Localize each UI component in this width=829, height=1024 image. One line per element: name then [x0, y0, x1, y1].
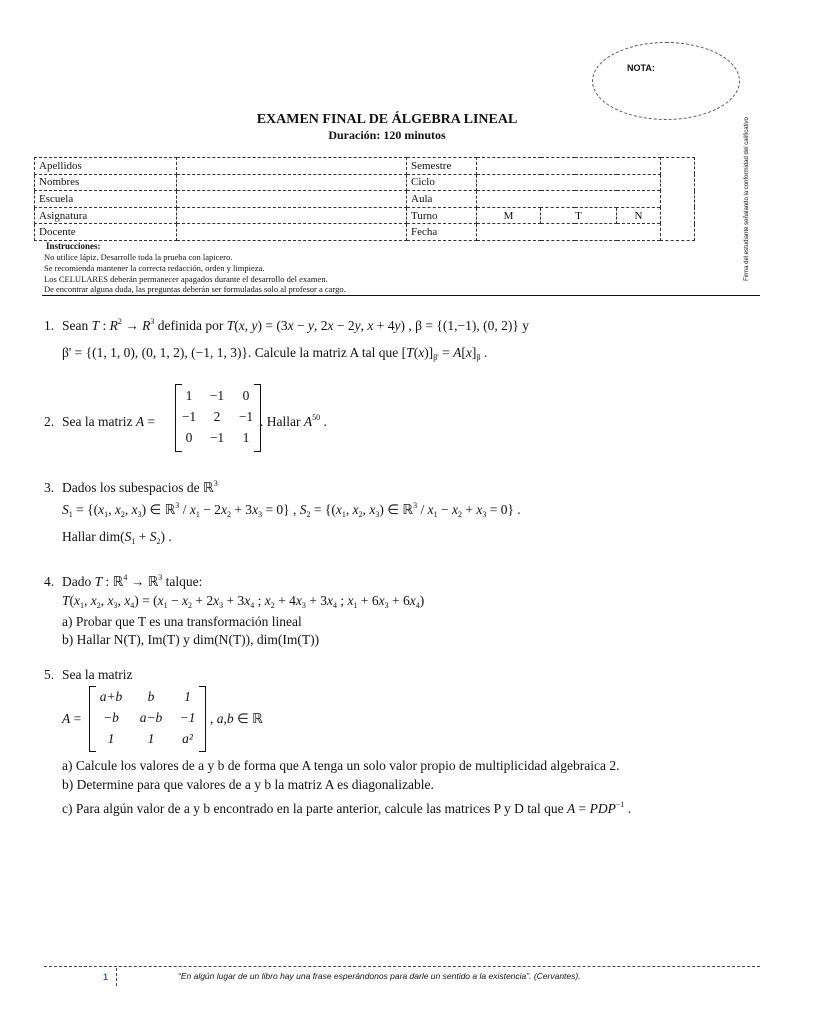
instruction-line: Los CELULARES deberán permanecer apagados durante el desarrollo del examen. — [44, 274, 328, 284]
aula-field[interactable] — [477, 191, 661, 208]
footer-separator — [116, 968, 117, 986]
instruction-line: Se recomienda mantener la correcta redacción, orden y limpieza. — [44, 263, 265, 273]
label-turno: Turno — [407, 207, 477, 224]
turno-option-n[interactable]: N — [617, 207, 661, 224]
instruction-line: De encontrar alguna duda, las preguntas deberán ser formuladas solo al profesor a cargo. — [44, 284, 346, 294]
label-apellidos: Apellidos — [35, 158, 177, 175]
question-4: 4. Dado T : ℝ$^4$ → ℝ$^3$ talque: — [44, 573, 203, 589]
nombres-field[interactable] — [177, 174, 407, 191]
label-fecha: Fecha — [407, 224, 477, 241]
question-3-task: Hallar $dim(S_1 + S_2)$ . — [62, 529, 172, 546]
header-divider — [42, 295, 760, 296]
footer-quote: “En algún lugar de un libro hay una frase esperándonos para darle un sentido a la existencia”. (Cervantes). — [178, 971, 581, 981]
label-asignatura: Asignatura — [35, 207, 177, 224]
question-4-item: a) Probar que T es una transformación lineal — [62, 614, 302, 629]
label-escuela: Escuela — [35, 191, 177, 208]
question-4-item: b) Hallar N(T), Im(T) y dim(N(T)), dim(Im(T)) — [62, 632, 320, 647]
question-2-task: . Hallar $A^{50}$ . — [260, 413, 327, 429]
page-number: 1 — [103, 972, 109, 982]
question-3-subspaces: $S_1 = \{(x_1$, $x_2$, $x_3$) ∈ ℝ$^3$ / $x_1 - 2x_2 + 3x_3 = 0$} , $S_2 = \{(x_1$, $x_2$, $x_3$) ∈ ℝ$^3$ / $x_1 - x_2 + x_3 = 0$} . — [62, 501, 521, 519]
question-4-definition: $T(x_1$, $x_2$, $x_3$, $x_4) = (x_1 - x_2 + 2x_3 + 3x_4$ ; $x_2 + 4x_3 + 3x_4$ ; $x_1 + 6x_3 + 6x_4$) — [62, 593, 425, 610]
question-1-continued: β' = {(1, 1, 0), (0, 1, 2), (−1, 1, 3)}. Calcule la matriz A tal que $[T(x)]_{\beta'} = A[x]_\beta$ . — [62, 345, 488, 362]
question-5-item-c: c) Para algún valor de a y b encontrado en la parte anterior, calcule las matrices P y D tal que $A = PDP^{-1}$ . — [62, 800, 632, 816]
instructions-title: Instrucciones: — [46, 241, 101, 251]
exam-duration: Duración: 120 minutos — [328, 128, 446, 142]
nota-label: NOTA: — [627, 63, 655, 73]
label-docente: Docente — [35, 224, 177, 241]
question-5-item: b) Determine para que valores de a y b la matriz A es diagonalizable. — [62, 777, 434, 792]
instruction-line: No utilice lápiz. Desarrolle toda la prueba con lapicero. — [44, 252, 233, 262]
turno-option-m[interactable]: M — [477, 207, 541, 224]
asignatura-field[interactable] — [177, 207, 407, 224]
escuela-field[interactable] — [177, 191, 407, 208]
fecha-field[interactable] — [477, 224, 661, 241]
exam-title: EXAMEN FINAL DE ÁLGEBRA LINEAL — [256, 112, 518, 127]
turno-option-t[interactable]: T — [541, 207, 617, 224]
matrix-a-2: 1 −1 0 −1 2 −1 0 −1 1 — [175, 384, 261, 452]
apellidos-field[interactable] — [177, 158, 407, 175]
signature-caption: Firma del estudiante señalando la conformidad del calificativo — [743, 117, 750, 281]
question-5: 5. Sea la matriz — [44, 667, 133, 682]
docente-field[interactable] — [177, 224, 407, 241]
question-5-item: a) Calcule los valores de a y b de forma que A tenga un solo valor propio de multiplicidad algebraica 2. — [62, 758, 620, 773]
question-5-domain: , a,b ∈ ℝ — [210, 711, 263, 726]
grade-oval — [592, 42, 740, 120]
label-semestre: Semestre — [407, 158, 477, 175]
question-1: 1. Sean T : $R^2 \to R^3$ definida por T(x, y) = (3x − y, 2x − 2y, x + 4y) , β = {(1,−1), (0, 2)} y — [44, 317, 529, 333]
footer-divider — [44, 966, 760, 967]
matrix-a-5: a+b b 1 −b a−b −1 1 1 a² — [89, 686, 206, 752]
question-3: 3. Dados los subespacios de ℝ$^3$ — [44, 479, 218, 495]
question-2: 2. Sea la matriz A = — [44, 414, 156, 429]
label-aula: Aula — [407, 191, 477, 208]
question-5-lhs: A = — [62, 711, 82, 726]
label-ciclo: Ciclo — [407, 174, 477, 191]
label-nombres: Nombres — [35, 174, 177, 191]
ciclo-field[interactable] — [477, 174, 661, 191]
semestre-field[interactable] — [477, 158, 661, 175]
signature-box[interactable] — [661, 117, 750, 281]
